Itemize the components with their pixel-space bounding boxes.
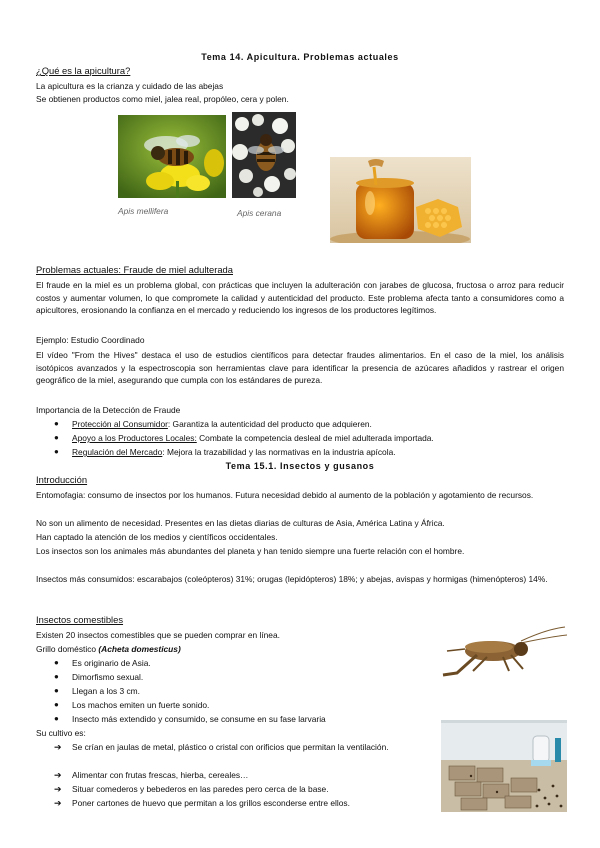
caption-apis-mellifera: Apis mellifera <box>118 206 169 216</box>
heading-problemas-actuales: Problemas actuales: Fraude de miel adulterada <box>36 264 233 275</box>
bullet-apoyo <box>54 432 572 445</box>
apis-mellifera-image <box>118 115 226 198</box>
grillo-bullet-1-text: Es originario de Asia. <box>72 658 151 668</box>
apicultura-line-1: La apicultura es la crianza y cuidado de las abejas <box>36 81 224 91</box>
grillo-line <box>36 643 436 656</box>
grillo-bullet-4-text: Los machos emiten un fuerte sonido. <box>72 700 210 710</box>
grillo-name: Grillo doméstico <box>36 644 99 654</box>
apis-cerana-image <box>232 112 296 198</box>
bullet-dot: ● <box>54 433 59 442</box>
cricket-image <box>437 625 567 677</box>
fraude-paragraph-2: El vídeo "From the Hives" destaca el uso de estudios científicos para detectar fraudes alimentarios. En el caso de la miel, los análisis isotópicos avanzados y la espectroscopia son herramientas clave para identificar la presencia de azúcares añadidos y rastrear el origen geográfico de la miel, asegurando que cumpla con los estándares de pureza. <box>36 350 564 386</box>
bullet-regulacion <box>54 446 572 459</box>
bullet-dot: ● <box>54 700 59 709</box>
arrow-icon: ➔ <box>54 770 62 780</box>
grillo-bullet-3-text: Llegan a los 3 cm. <box>72 686 140 696</box>
intro-paragraph-4: Los insectos son los animales más abundantes del planeta y han tenido siempre una fuerte relación con el hombre. <box>36 546 465 556</box>
bullet-dot: ● <box>54 686 59 695</box>
doc-title-tema-15-1: Tema 15.1. Insectos y gusanos <box>225 461 375 471</box>
bullet-text-apoyo: Combate la competencia desleal de miel adulterada importada. <box>196 433 434 443</box>
bullet-text-proteccion: : Garantiza la autenticidad del producto que adquieren. <box>167 419 372 429</box>
cultivo-step-2 <box>54 769 442 782</box>
arrow-icon: ➔ <box>54 784 62 794</box>
arrow-icon: ➔ <box>54 742 62 752</box>
heading-que-es-apicultura: ¿Qué es la apicultura? <box>36 65 131 76</box>
cultivo-line: Su cultivo es: <box>36 728 86 738</box>
cultivo-step-3-text: Situar comederos y bebederos en las paredes pero cerca de la base. <box>72 784 329 794</box>
apicultura-line-2: Se obtienen productos como miel, jalea real, propóleo, cera y polen. <box>36 93 289 104</box>
grillo-bullet-5 <box>54 713 452 726</box>
bullet-dot: ● <box>54 447 59 456</box>
grillo-scientific-name: (Acheta domesticus) <box>98 644 181 654</box>
fraude-paragraph-1: El fraude en la miel es un problema global, con prácticas que incluyen la adulteración con jarabes de glucosa, fructosa o arroz para reducir costos y aumentar volumen, lo que compromete la calidad y autenticidad del producto. Este problema afecta tanto a consumidores como a apicultores, erosionando la confianza en el mercado y reduciendo los ingresos de los productores legítimos. <box>36 280 564 316</box>
bullet-dot: ● <box>54 672 59 681</box>
apicultura-definition <box>36 80 564 105</box>
bullet-dot: ● <box>54 419 59 428</box>
heading-introduccion: Introducción <box>36 474 88 485</box>
cultivo-step-4-text: Poner cartones de huevo que permitan a los grillos esconderse entre ellos. <box>72 798 350 808</box>
intro-paragraph-5: Insectos más consumidos: escarabajos (coleópteros) 31%; orugas (lepidópteros) 18%; y abejas, avispas y hormigas (himenópteros) 14%. <box>36 574 548 584</box>
bullet-label-regulacion: Regulación del Mercado <box>72 447 163 457</box>
bullet-label-apoyo: Apoyo a los Productores Locales: <box>72 433 197 443</box>
grillo-bullet-4 <box>54 699 432 712</box>
grillo-bullet-5-text: Insecto más extendido y consumido, se consume en su fase larvaria <box>72 714 326 724</box>
intro-paragraph-1: Entomofagia: consumo de insectos por los humanos. Futura necesidad debido al aumento de la población y agotamiento de recursos. <box>36 490 534 500</box>
ejemplo-line: Ejemplo: Estudio Coordinado <box>36 335 145 345</box>
bullet-dot: ● <box>54 714 59 723</box>
cultivo-step-3 <box>54 783 442 796</box>
cultivo-step-1 <box>54 741 428 754</box>
cultivo-step-1-text: Se crían en jaulas de metal, plástico o cristal con orificios que permitan la ventilación. <box>72 742 389 752</box>
bullet-proteccion <box>54 418 572 431</box>
heading-insectos-comestibles: Insectos comestibles <box>36 614 124 625</box>
bullet-text-regulacion: : Mejora la trazabilidad y las normativas en la industria apícola. <box>162 447 396 457</box>
grillo-bullet-3 <box>54 685 432 698</box>
grillo-bullet-2-text: Dimorfismo sexual. <box>72 672 144 682</box>
intro-paragraph-3: Han captado la atención de los medios y científicos occidentales. <box>36 532 278 542</box>
bullet-dot: ● <box>54 658 59 667</box>
importancia-line: Importancia de la Detección de Fraude <box>36 405 181 415</box>
grillo-bullet-1 <box>54 657 432 670</box>
cultivo-step-2-text: Alimentar con frutas frescas, hierba, cereales… <box>72 770 249 780</box>
doc-title-tema-14: Tema 14. Apicultura. Problemas actuales <box>201 52 399 62</box>
insectos-online-line: Existen 20 insectos comestibles que se pueden comprar en línea. <box>36 630 280 640</box>
honey-jar-image <box>330 157 471 243</box>
grillo-bullet-2 <box>54 671 432 684</box>
cultivo-step-4 <box>54 797 452 810</box>
intro-paragraph-2: No son un alimento de necesidad. Presentes en las dietas diarias de culturas de Asia, América Latina y África. <box>36 518 445 528</box>
bullet-label-proteccion: Protección al Consumidor <box>72 419 168 429</box>
arrow-icon: ➔ <box>54 798 62 808</box>
cricket-cage-image <box>441 720 567 812</box>
caption-apis-cerana: Apis cerana <box>237 208 282 218</box>
